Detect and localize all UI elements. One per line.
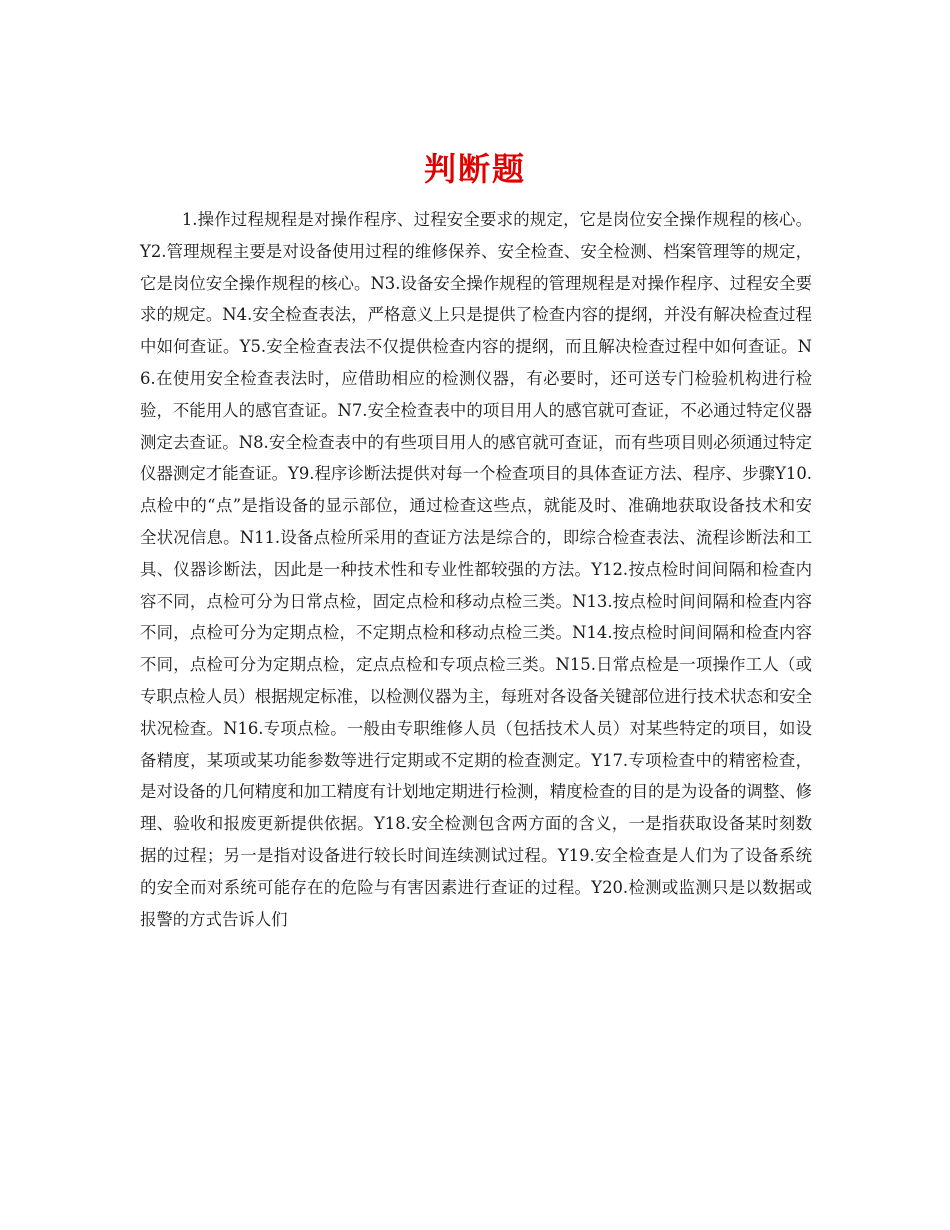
body-paragraph: 1.操作过程规程是对操作程序、过程安全要求的规定，它是岗位安全操作规程的核心。Y2.管理规程主要是对设备使用过程的维修保养、安全检查、安全检测、档案管理等的规定，它是岗位安全操作规程的核心。N3.设备安全操作规程的管理规程是对操作程序、过程安全要求的规定。N4.安全检查表法，严格意义上只是提供了检查内容的提纲，并没有解决检查过程中如何查证。Y5.安全检查表法不仅提供检查内容的提纲，而且解决检查过程中如何查证。N6.在使用安全检查表法时，应借助相应的检测仪器，有必要时，还可送专门检验机构进行检验，不能用人的感官查证。N7.安全检查表中的项目用人的感官就可查证，不必通过特定仪器测定去查证。N8.安全检查表中的有些项目用人的感官就可查证，而有些项目则必须通过特定仪器测定才能查证。Y9.程序诊断法提供对每一个检查项目的具体查证方法、程序、步骤Y10.点检中的“点”是指设备的显示部位，通过检查这些点，就能及时、准确地获取设备技术和安全状况信息。N11.设备点检所采用的查证方法是综合的，即综合检查表法、流程诊断法和工具、仪器诊断法，因此是一种技术性和专业性都较强的方法。Y12.按点检时间间隔和检查内容不同，点检可分为日常点检，固定点检和移动点检三类。N13.按点检时间间隔和检查内容不同，点检可分为定期点检，不定期点检和移动点检三类。N14.按点检时间间隔和检查内容不同，点检可分为定期点检，定点点检和专项点检三类。N15.日常点检是一项操作工人（或专职点检人员）根据规定标准，以检测仪器为主，每班对各设备关键部位进行技术状态和安全状况检查。N16.专项点检。一般由专职维修人员（包括技术人员）对某些特定的项目，如设备精度，某项或某功能参数等进行定期或不定期的检查测定。Y17.专项检查中的精密检查，是对设备的几何精度和加工精度有计划地定期进行检测，精度检查的目的是为设备的调整、修理、验收和报废更新提供依据。Y18.安全检测包含两方面的含义，一是指获取设备某时刻数据的过程；另一是指对设备进行较长时间连续测试过程。Y19.安全检查是人们为了设备系统的安全而对系统可能存在的危险与有害因素进行查证的过程。Y20.检测或监测只是以数据或报警的方式告诉人们 [140, 210, 813, 929]
page-title: 判断题 [423, 150, 526, 189]
